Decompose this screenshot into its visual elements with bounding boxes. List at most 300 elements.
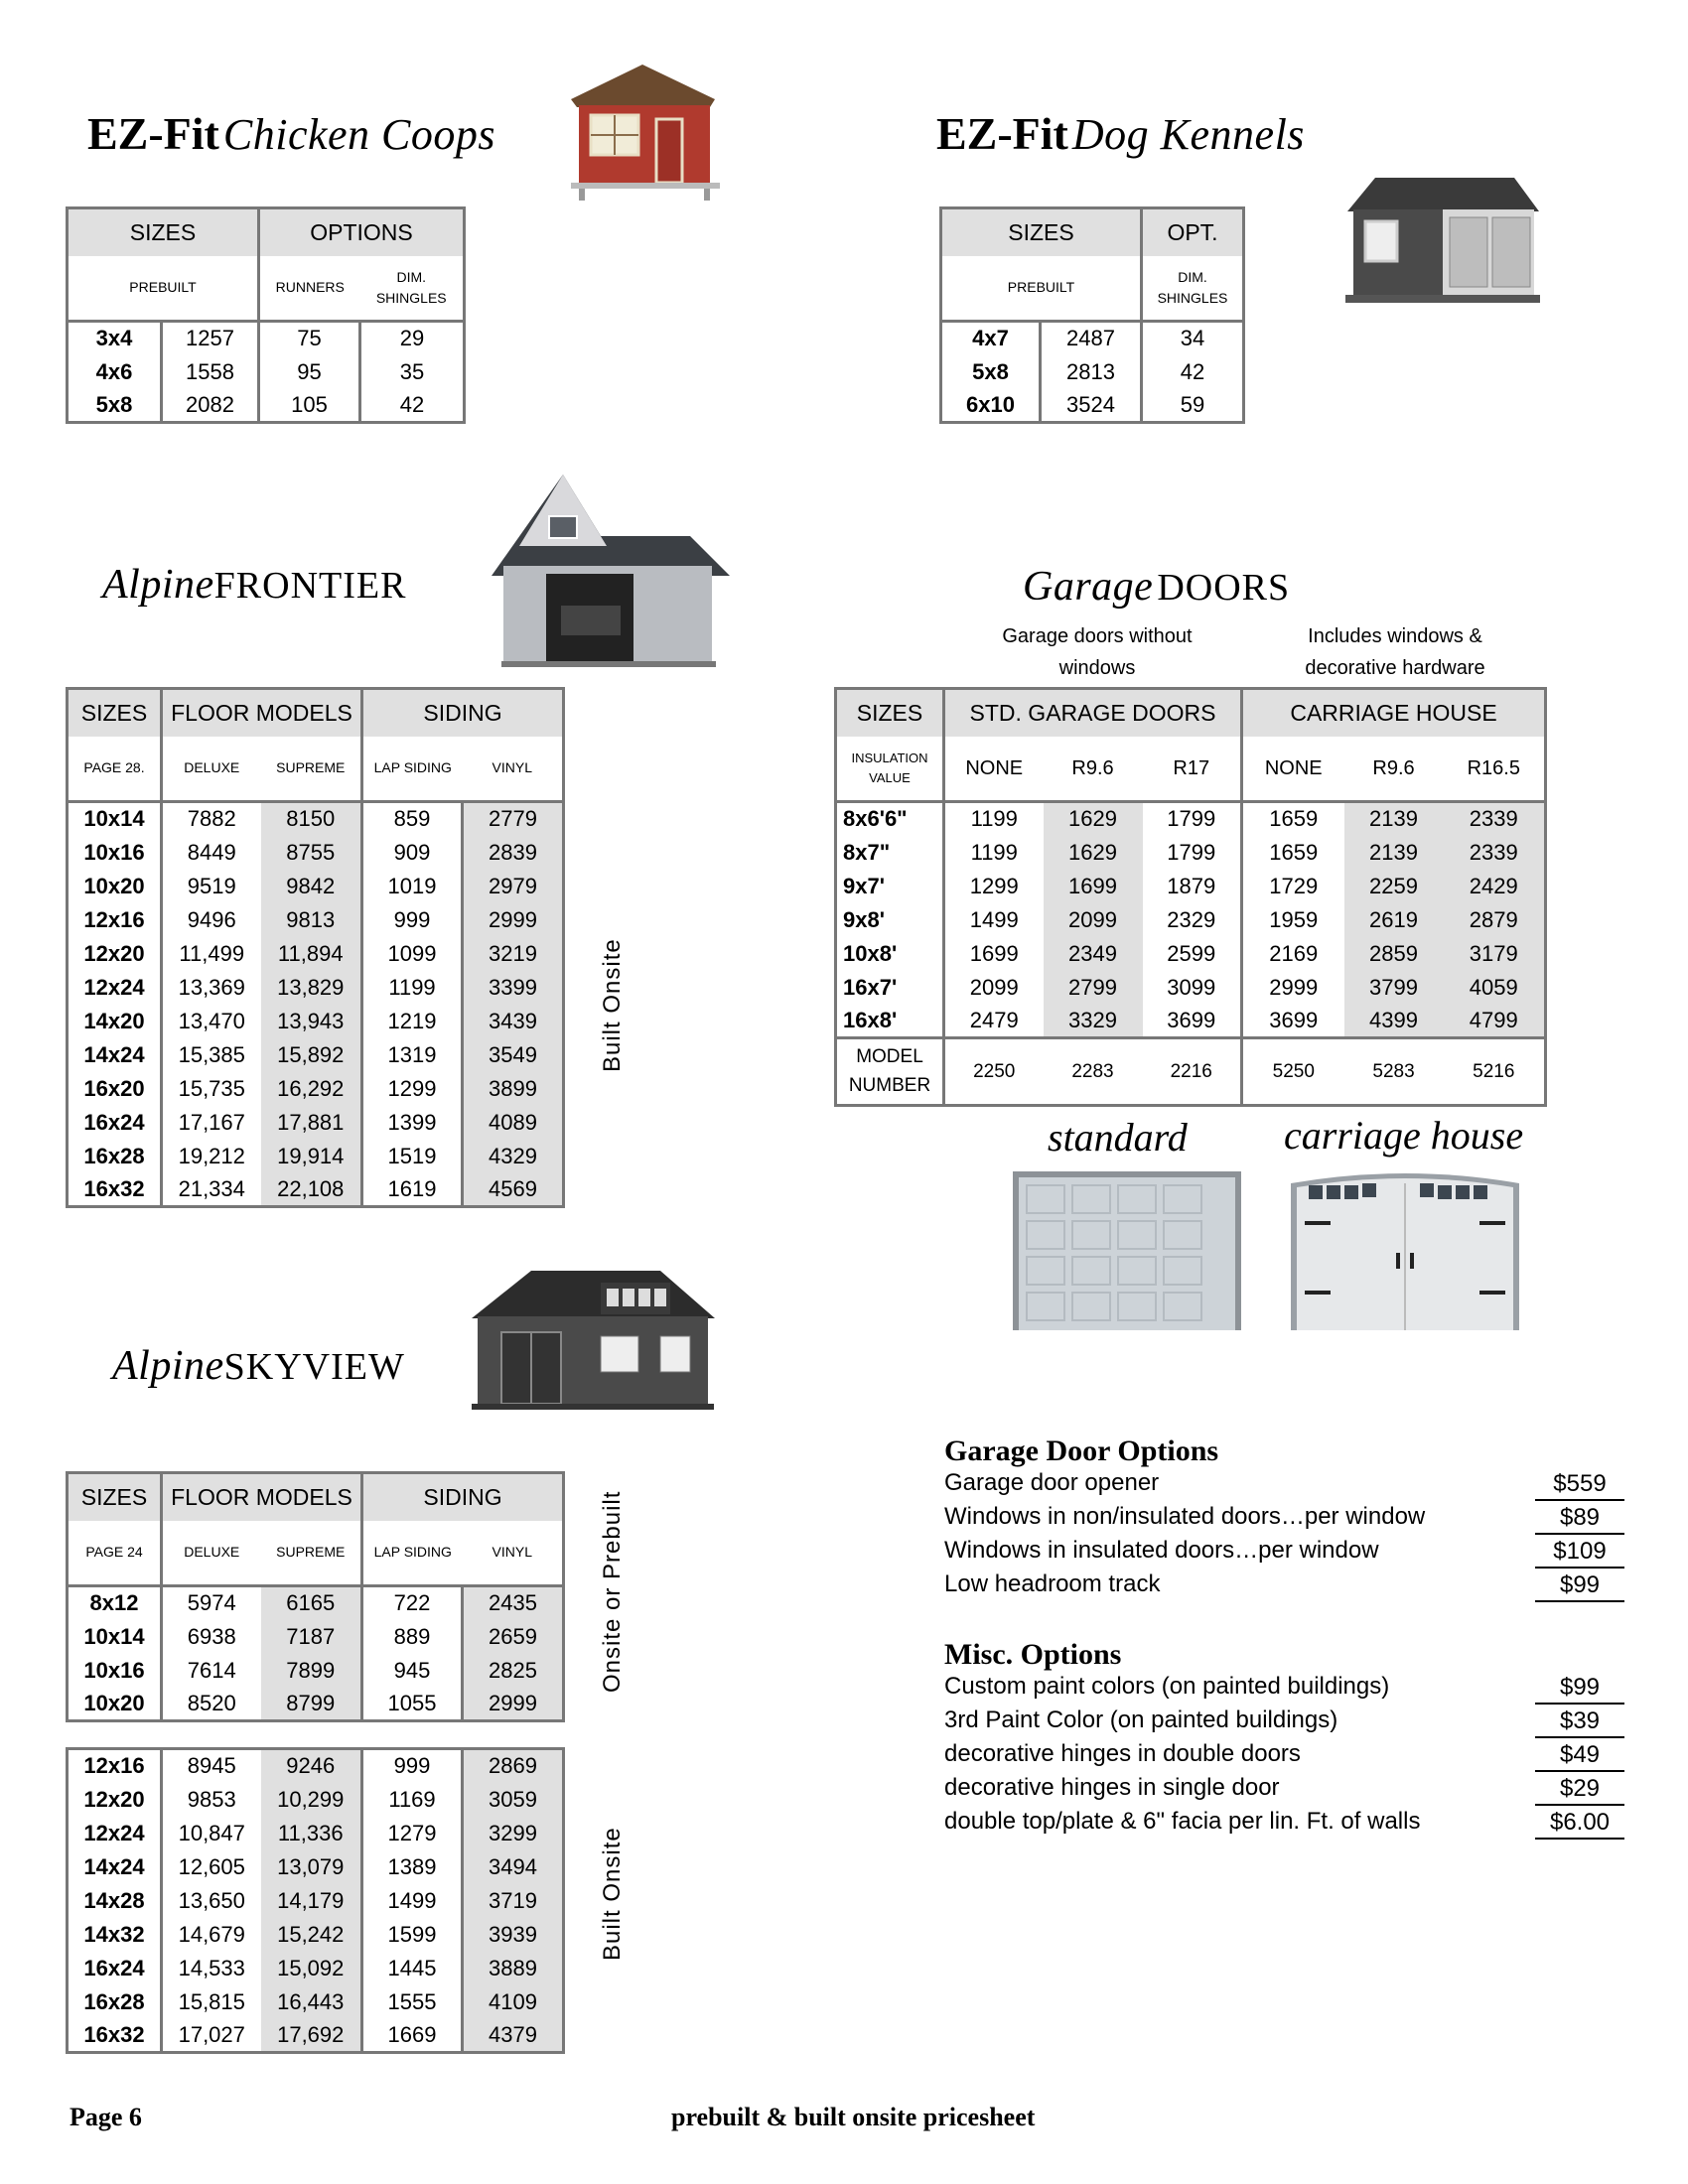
value-cell: 2979 — [463, 870, 564, 903]
frontier-side-label: Built Onsite — [599, 938, 626, 1072]
table-row — [68, 903, 564, 937]
col-floor-models: FLOOR MODELS — [162, 1473, 362, 1521]
garage-options-title: Garage Door Options — [944, 1434, 1219, 1467]
value-cell: 2139 — [1344, 836, 1444, 870]
option-row — [944, 1569, 1624, 1602]
size-cell: 16x8' — [836, 1005, 944, 1038]
size-cell: 5x8 — [941, 355, 1041, 389]
value-cell: 3059 — [463, 1783, 564, 1817]
size-cell: 16x7' — [836, 971, 944, 1005]
model-cell: 5216 — [1444, 1038, 1546, 1106]
value-cell: 2839 — [463, 836, 564, 870]
page-number: Page 6 — [70, 2103, 142, 2131]
table-row — [68, 1850, 564, 1884]
value-cell: 105 — [259, 389, 360, 423]
value-cell: 35 — [360, 355, 465, 389]
value-cell: 1199 — [944, 836, 1044, 870]
value-cell: 8799 — [261, 1688, 362, 1721]
col-carriage-house: CARRIAGE HOUSE — [1242, 689, 1546, 737]
size-cell: 12x20 — [68, 1783, 162, 1817]
garage-doors-table — [834, 687, 1547, 1107]
table-row — [68, 1038, 564, 1072]
value-cell: 3699 — [1242, 1005, 1344, 1038]
value-cell: 3494 — [463, 1850, 564, 1884]
size-cell: 10x20 — [68, 1688, 162, 1721]
frontier-brand: Alpine — [102, 562, 214, 608]
option-price: $99 — [1535, 1569, 1624, 1602]
value-cell: 4089 — [463, 1106, 564, 1140]
value-cell: 4109 — [463, 1985, 564, 2019]
value-cell: 12,605 — [162, 1850, 261, 1884]
table-row — [836, 836, 1546, 870]
table-row — [68, 1918, 564, 1952]
value-cell: 42 — [360, 389, 465, 423]
option-label: 3rd Paint Color (on painted buildings) — [944, 1706, 1338, 1733]
value-cell: 17,027 — [162, 2019, 261, 2053]
value-cell: 999 — [362, 1749, 463, 1783]
value-cell: 2259 — [1344, 870, 1444, 903]
option-price: $559 — [1535, 1467, 1624, 1501]
option-label: Windows in insulated doors…per window — [944, 1537, 1379, 1564]
value-cell: 3899 — [463, 1072, 564, 1106]
dog-name: Dog Kennels — [1071, 110, 1305, 159]
skyview-title — [112, 1345, 405, 1387]
table-row — [68, 1140, 564, 1173]
carriage-note-line1: Includes windows & — [1308, 625, 1482, 647]
option-price: $109 — [1535, 1535, 1624, 1569]
carriage-door-image — [1291, 1163, 1519, 1330]
value-cell: 1629 — [1044, 836, 1143, 870]
col-deluxe: DELUXE — [162, 1521, 261, 1586]
chicken-brand: EZ-Fit — [87, 108, 219, 159]
value-cell: 859 — [362, 802, 463, 836]
dog-brand: EZ-Fit — [936, 108, 1068, 159]
table-row — [68, 322, 465, 355]
option-label: decorative hinges in single door — [944, 1774, 1280, 1801]
table-row — [68, 870, 564, 903]
size-cell: 9x8' — [836, 903, 944, 937]
table-row — [836, 937, 1546, 971]
size-cell: 4x6 — [68, 355, 162, 389]
value-cell: 1555 — [362, 1985, 463, 2019]
value-cell: 2429 — [1444, 870, 1546, 903]
misc-options-title: Misc. Options — [944, 1638, 1122, 1671]
table-row — [68, 971, 564, 1005]
size-cell: 12x24 — [68, 1817, 162, 1850]
table-row — [68, 1783, 564, 1817]
dog-kennels-title — [936, 108, 1305, 159]
model-cell: 5250 — [1242, 1038, 1344, 1106]
value-cell: 2859 — [1344, 937, 1444, 971]
value-cell: 6165 — [261, 1586, 362, 1620]
option-price: $89 — [1535, 1501, 1624, 1535]
col-prebuilt: PREBUILT — [941, 256, 1142, 322]
table-row — [68, 1005, 564, 1038]
dim-label: DIM. — [1178, 268, 1207, 285]
value-cell: 2813 — [1041, 355, 1142, 389]
size-cell: 14x32 — [68, 1918, 162, 1952]
value-cell: 15,892 — [261, 1038, 362, 1072]
size-cell: 10x14 — [68, 802, 162, 836]
value-cell: 2487 — [1041, 322, 1142, 355]
table-row — [68, 836, 564, 870]
col-ch-r96: R9.6 — [1372, 756, 1415, 779]
value-cell: 1659 — [1242, 836, 1344, 870]
value-cell: 1299 — [362, 1072, 463, 1106]
col-supreme: SUPREME — [276, 759, 346, 776]
value-cell: 1699 — [1044, 870, 1143, 903]
value-cell: 15,242 — [261, 1918, 362, 1952]
value-cell: 59 — [1142, 389, 1244, 423]
value-cell: 889 — [362, 1620, 463, 1654]
value-cell: 2169 — [1242, 937, 1344, 971]
value-cell: 1519 — [362, 1140, 463, 1173]
value-cell: 7899 — [261, 1654, 362, 1688]
value-cell: 2825 — [463, 1654, 564, 1688]
value-cell: 1959 — [1242, 903, 1344, 937]
option-label: Garage door opener — [944, 1469, 1160, 1496]
value-cell: 9842 — [261, 870, 362, 903]
table-row — [68, 1688, 564, 1721]
value-cell: 3549 — [463, 1038, 564, 1072]
skyview-table-b — [66, 1747, 565, 2054]
col-prebuilt: PREBUILT — [68, 256, 259, 322]
shingles-label: SHINGLES — [1157, 289, 1228, 306]
value-cell: 3299 — [463, 1817, 564, 1850]
col-lap-siding: LAP SIDING — [362, 737, 463, 802]
size-cell: 10x16 — [68, 836, 162, 870]
model-label-1: MODEL — [856, 1046, 923, 1067]
option-price: $6.00 — [1535, 1806, 1624, 1840]
col-std-r17: R17 — [1173, 756, 1210, 779]
value-cell: 2099 — [944, 971, 1044, 1005]
value-cell: 2869 — [463, 1749, 564, 1783]
value-cell: 2799 — [1044, 971, 1143, 1005]
value-cell: 2659 — [463, 1620, 564, 1654]
option-price: $39 — [1535, 1705, 1624, 1738]
value-cell: 1558 — [162, 355, 259, 389]
option-row — [944, 1467, 1624, 1501]
value-cell: 722 — [362, 1586, 463, 1620]
size-cell: 8x12 — [68, 1586, 162, 1620]
footer-title: prebuilt & built onsite pricesheet — [671, 2103, 1036, 2131]
value-cell: 95 — [259, 355, 360, 389]
dog-kennel-image — [1336, 174, 1544, 308]
standard-door-label: standard — [1048, 1115, 1188, 1160]
value-cell: 909 — [362, 836, 463, 870]
value-cell: 42 — [1142, 355, 1244, 389]
value-cell: 1699 — [944, 937, 1044, 971]
skyview-shed-image — [462, 1259, 725, 1413]
value-cell: 1279 — [362, 1817, 463, 1850]
value-cell: 1729 — [1242, 870, 1344, 903]
value-cell: 17,881 — [261, 1106, 362, 1140]
value-cell: 945 — [362, 1654, 463, 1688]
value-cell: 15,092 — [261, 1952, 362, 1985]
carriage-door-label: carriage house — [1284, 1113, 1524, 1158]
size-cell: 8x6'6" — [836, 802, 944, 836]
value-cell: 3099 — [1167, 974, 1216, 1000]
size-cell: 14x20 — [68, 1005, 162, 1038]
col-ch-r165: R16.5 — [1444, 737, 1546, 802]
size-cell: 10x20 — [68, 870, 162, 903]
option-label: decorative hinges in double doors — [944, 1740, 1301, 1767]
value-cell: 2339 — [1444, 802, 1546, 836]
col-page: PAGE 24 — [68, 1521, 162, 1586]
table-row — [68, 1884, 564, 1918]
garage-word2: DOORS — [1157, 567, 1291, 609]
value-cell: 2082 — [162, 389, 259, 423]
option-row — [944, 1535, 1624, 1569]
value-cell: 1399 — [362, 1106, 463, 1140]
size-cell: 10x16 — [68, 1654, 162, 1688]
col-vinyl: VINYL — [463, 1521, 564, 1586]
option-price: $29 — [1535, 1772, 1624, 1806]
col-opt: OPT. — [1142, 208, 1244, 256]
table-row — [68, 2019, 564, 2053]
option-label: Windows in non/insulated doors…per window — [944, 1503, 1426, 1530]
value-cell: 1199 — [362, 971, 463, 1005]
col-supreme: SUPREME — [276, 1544, 346, 1561]
value-cell: 11,336 — [261, 1817, 362, 1850]
frontier-garage-image — [492, 467, 730, 670]
table-row — [941, 322, 1244, 355]
value-cell: 8945 — [162, 1749, 261, 1783]
std-door-note — [968, 620, 1226, 684]
size-cell: 12x20 — [68, 937, 162, 971]
table-row — [68, 1817, 564, 1850]
value-cell: 5974 — [162, 1586, 261, 1620]
garage-word1: Garage — [1023, 564, 1154, 610]
col-sizes: SIZES — [68, 1473, 162, 1521]
value-cell: 10,847 — [162, 1817, 261, 1850]
table-row — [941, 355, 1244, 389]
value-cell: 19,212 — [162, 1140, 261, 1173]
col-insulation — [836, 737, 944, 802]
value-cell: 16,443 — [261, 1985, 362, 2019]
frontier-name: FRONTIER — [213, 565, 407, 607]
value-cell: 1619 — [362, 1173, 463, 1207]
value-cell: 1299 — [944, 870, 1044, 903]
size-cell: 14x24 — [68, 1850, 162, 1884]
chicken-name: Chicken Coops — [222, 110, 496, 159]
value-cell: 1257 — [162, 322, 259, 355]
option-label: Low headroom track — [944, 1570, 1161, 1597]
option-row — [944, 1772, 1624, 1806]
table-row — [68, 1749, 564, 1783]
option-row — [944, 1705, 1624, 1738]
value-cell: 7882 — [162, 802, 261, 836]
value-cell: 19,914 — [261, 1140, 362, 1173]
value-cell: 11,499 — [162, 937, 261, 971]
table-row — [836, 870, 1546, 903]
table-row — [68, 937, 564, 971]
value-cell: 14,533 — [162, 1952, 261, 1985]
value-cell: 2999 — [463, 903, 564, 937]
size-cell: 8x7" — [836, 836, 944, 870]
value-cell: 3699 — [1167, 1007, 1216, 1032]
value-cell: 1169 — [362, 1783, 463, 1817]
skyview-side-label-2: Built Onsite — [599, 1827, 626, 1961]
col-page: PAGE 28. — [68, 737, 162, 802]
chicken-coop-image — [561, 60, 725, 204]
table-row — [68, 1586, 564, 1620]
col-sizes: SIZES — [941, 208, 1142, 256]
option-price: $49 — [1535, 1738, 1624, 1772]
size-cell: 12x16 — [68, 1749, 162, 1783]
option-row — [944, 1806, 1624, 1840]
value-cell: 75 — [259, 322, 360, 355]
value-cell: 4379 — [463, 2019, 564, 2053]
value-cell: 7187 — [261, 1620, 362, 1654]
value-cell: 2099 — [1044, 903, 1143, 937]
size-cell: 12x16 — [68, 903, 162, 937]
option-row — [944, 1501, 1624, 1535]
col-sizes: SIZES — [68, 689, 162, 737]
value-cell: 17,692 — [261, 2019, 362, 2053]
carriage-note-line2: decorative hardware — [1305, 657, 1485, 679]
value-cell: 1659 — [1242, 802, 1344, 836]
std-note-line2: windows — [1058, 657, 1136, 679]
value-cell: 3439 — [463, 1005, 564, 1038]
size-cell: 16x32 — [68, 1173, 162, 1207]
value-cell: 7614 — [162, 1654, 261, 1688]
value-cell: 16,292 — [261, 1072, 362, 1106]
model-number-label — [836, 1038, 944, 1106]
value-cell: 2779 — [463, 802, 564, 836]
value-cell: 2599 — [1167, 940, 1216, 966]
value-cell: 1629 — [1044, 802, 1143, 836]
insulation-label: INSULATION — [851, 751, 928, 766]
value-cell: 4799 — [1444, 1005, 1546, 1038]
model-cell: 2250 — [944, 1038, 1044, 1106]
value-cell: 1599 — [362, 1918, 463, 1952]
value-cell: 1799 — [1143, 802, 1242, 836]
size-cell: 10x8' — [836, 937, 944, 971]
value-cell: 1219 — [362, 1005, 463, 1038]
table-row — [68, 1654, 564, 1688]
col-siding: SIDING — [362, 689, 564, 737]
table-row — [68, 1952, 564, 1985]
value-cell: 8449 — [162, 836, 261, 870]
value-cell: 8755 — [261, 836, 362, 870]
col-floor-models: FLOOR MODELS — [162, 689, 362, 737]
size-cell: 10x14 — [68, 1620, 162, 1654]
size-cell: 6x10 — [941, 389, 1041, 423]
skyview-side-label-1: Onsite or Prebuilt — [599, 1490, 626, 1693]
size-cell: 16x28 — [68, 1985, 162, 2019]
value-cell: 11,894 — [261, 937, 362, 971]
size-cell: 9x7' — [836, 870, 944, 903]
value-cell: 2999 — [463, 1688, 564, 1721]
value-cell: 1669 — [362, 2019, 463, 2053]
value-cell: 3799 — [1344, 971, 1444, 1005]
value-label: VALUE — [869, 769, 911, 785]
value-cell: 9813 — [261, 903, 362, 937]
model-number-row — [836, 1038, 1546, 1106]
size-cell: 16x24 — [68, 1952, 162, 1985]
col-ch-none: NONE — [1242, 737, 1344, 802]
option-label: double top/plate & 6" facia per lin. Ft. of walls — [944, 1808, 1421, 1835]
garage-doors-title — [1023, 566, 1290, 608]
size-cell: 16x24 — [68, 1106, 162, 1140]
value-cell: 999 — [362, 903, 463, 937]
value-cell: 2349 — [1044, 937, 1143, 971]
value-cell: 2435 — [463, 1586, 564, 1620]
col-std-r96: R9.6 — [1071, 756, 1114, 779]
model-label-2: NUMBER — [848, 1074, 931, 1096]
value-cell: 3939 — [463, 1918, 564, 1952]
value-cell: 3399 — [463, 971, 564, 1005]
option-price: $99 — [1535, 1671, 1624, 1705]
value-cell: 13,079 — [261, 1850, 362, 1884]
value-cell: 4399 — [1344, 1005, 1444, 1038]
value-cell: 2339 — [1444, 836, 1546, 870]
col-runners: RUNNERS — [259, 256, 360, 322]
value-cell: 14,179 — [261, 1884, 362, 1918]
value-cell: 2329 — [1167, 906, 1216, 932]
dim-label: DIM. — [396, 268, 427, 285]
table-row — [68, 1072, 564, 1106]
value-cell: 13,369 — [162, 971, 261, 1005]
model-cell: 2283 — [1044, 1038, 1143, 1106]
value-cell: 2619 — [1344, 903, 1444, 937]
value-cell: 13,470 — [162, 1005, 261, 1038]
col-sizes: SIZES — [68, 208, 259, 256]
value-cell: 8150 — [261, 802, 362, 836]
value-cell: 3219 — [463, 937, 564, 971]
shingles-label: SHINGLES — [375, 289, 447, 306]
col-sizes: SIZES — [836, 689, 944, 737]
value-cell: 1799 — [1167, 839, 1216, 865]
value-cell: 15,385 — [162, 1038, 261, 1072]
table-row — [941, 389, 1244, 423]
value-cell: 1389 — [362, 1850, 463, 1884]
value-cell: 3179 — [1444, 937, 1546, 971]
value-cell: 3889 — [463, 1952, 564, 1985]
value-cell: 8520 — [162, 1688, 261, 1721]
option-row — [944, 1738, 1624, 1772]
option-row — [944, 1671, 1624, 1705]
model-cell: 2216 — [1143, 1038, 1242, 1106]
col-dim-shingles — [1142, 256, 1244, 322]
value-cell: 2139 — [1344, 802, 1444, 836]
value-cell: 4569 — [463, 1173, 564, 1207]
chicken-coops-table — [66, 206, 466, 424]
value-cell: 4059 — [1444, 971, 1546, 1005]
option-label: Custom paint colors (on painted buildings) — [944, 1673, 1390, 1700]
value-cell: 2479 — [944, 1005, 1044, 1038]
value-cell: 13,943 — [261, 1005, 362, 1038]
value-cell: 9519 — [162, 870, 261, 903]
value-cell: 22,108 — [261, 1173, 362, 1207]
col-options: OPTIONS — [259, 208, 465, 256]
value-cell: 4329 — [463, 1140, 564, 1173]
col-lap-siding: LAP SIDING — [362, 1521, 463, 1586]
value-cell: 15,815 — [162, 1985, 261, 2019]
value-cell: 9496 — [162, 903, 261, 937]
table-row — [68, 802, 564, 836]
value-cell: 34 — [1142, 322, 1244, 355]
value-cell: 1019 — [362, 870, 463, 903]
skyview-name: SKYVIEW — [223, 1346, 405, 1388]
value-cell: 6938 — [162, 1620, 261, 1654]
model-cell: 5283 — [1344, 1038, 1444, 1106]
frontier-title — [102, 564, 406, 606]
col-std-garage-doors: STD. GARAGE DOORS — [944, 689, 1242, 737]
value-cell: 1499 — [362, 1884, 463, 1918]
value-cell: 3329 — [1044, 1005, 1143, 1038]
